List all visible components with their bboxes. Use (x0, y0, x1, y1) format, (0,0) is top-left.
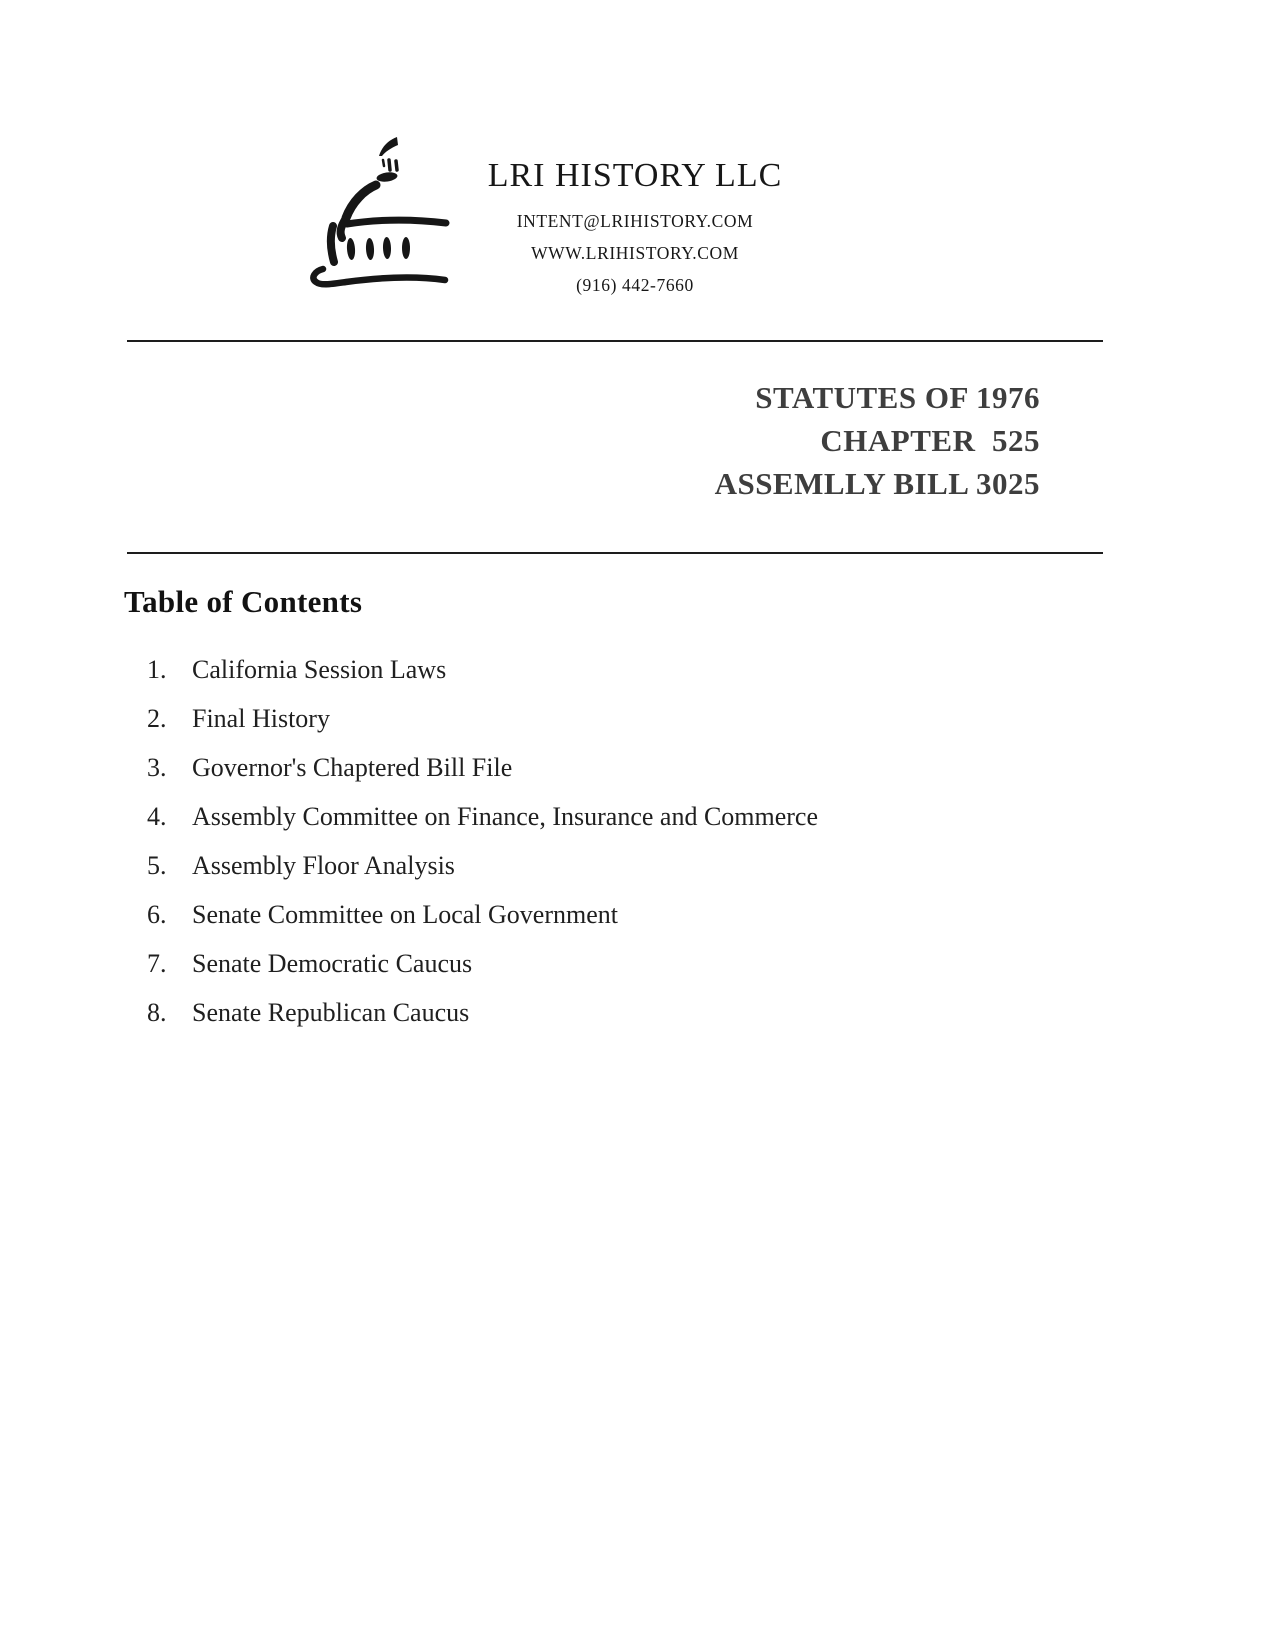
statute-title-block (715, 376, 1040, 505)
logo-tick-small (383, 160, 384, 166)
logo-dome-elbow (341, 218, 346, 238)
logo-lantern-base (376, 171, 398, 183)
toc-item-number: 1. (147, 655, 167, 684)
toc-item-label: Senate Republican Caucus (192, 998, 470, 1027)
toc-item (147, 753, 818, 802)
logo-tick-right (396, 161, 397, 170)
toc-item (147, 704, 818, 753)
toc-item-label: Governor's Chaptered Bill File (192, 753, 513, 782)
toc-item (147, 900, 818, 949)
horizontal-rule-bottom (127, 552, 1103, 554)
toc-item (147, 851, 818, 900)
toc-item-label: Senate Democratic Caucus (192, 949, 473, 978)
logo-left-pillar (331, 226, 334, 262)
toc-heading: Table of Contents (124, 584, 363, 619)
logo-cornice-bar (347, 220, 446, 224)
toc-item (147, 802, 818, 851)
toc-item-number: 8. (147, 998, 167, 1027)
toc-item-number: 7. (147, 949, 167, 978)
company-name: LRI HISTORY LLC (487, 157, 783, 194)
toc-item-label: Assembly Floor Analysis (192, 851, 455, 880)
logo-column-dot (346, 238, 356, 261)
letterhead (445, 156, 825, 296)
toc-item-number: 5. (147, 851, 167, 880)
logo-column-dot (365, 238, 374, 260)
horizontal-rule-top (127, 340, 1103, 342)
toc-item (147, 655, 818, 704)
toc-item-number: 2. (147, 704, 167, 733)
logo-base-swoosh (313, 269, 445, 284)
toc-item-number: 4. (147, 802, 167, 831)
toc-item-number: 6. (147, 900, 167, 929)
phone-number: (916) 442-7660 (576, 275, 694, 295)
logo-tick-left (389, 160, 390, 170)
toc-list (147, 655, 818, 1047)
assembly-bill-line: ASSEMLLY BILL 3025 (714, 466, 1040, 501)
email-address: INTENT@LRIHISTORY.COM (516, 211, 754, 231)
logo-column-dot (383, 237, 392, 259)
logo-column-dot (402, 237, 410, 259)
toc-item-label: Assembly Committee on Finance, Insurance and Commerce (192, 802, 819, 831)
toc-item (147, 949, 818, 998)
website-url: WWW.LRIHISTORY.COM (531, 243, 739, 263)
toc-item-label: Senate Committee on Local Government (192, 900, 618, 929)
logo-dome-curve (346, 185, 376, 218)
toc-item (147, 998, 818, 1047)
toc-item-label: Final History (192, 704, 330, 733)
chapter-line: CHAPTER 525 (820, 423, 1040, 458)
capitol-dome-logo-icon (306, 132, 450, 292)
toc-item-label: California Session Laws (192, 655, 447, 684)
toc-item-number: 3. (147, 753, 167, 782)
logo-flag-shape (379, 137, 398, 156)
statutes-year-line: STATUTES OF 1976 (755, 380, 1040, 415)
